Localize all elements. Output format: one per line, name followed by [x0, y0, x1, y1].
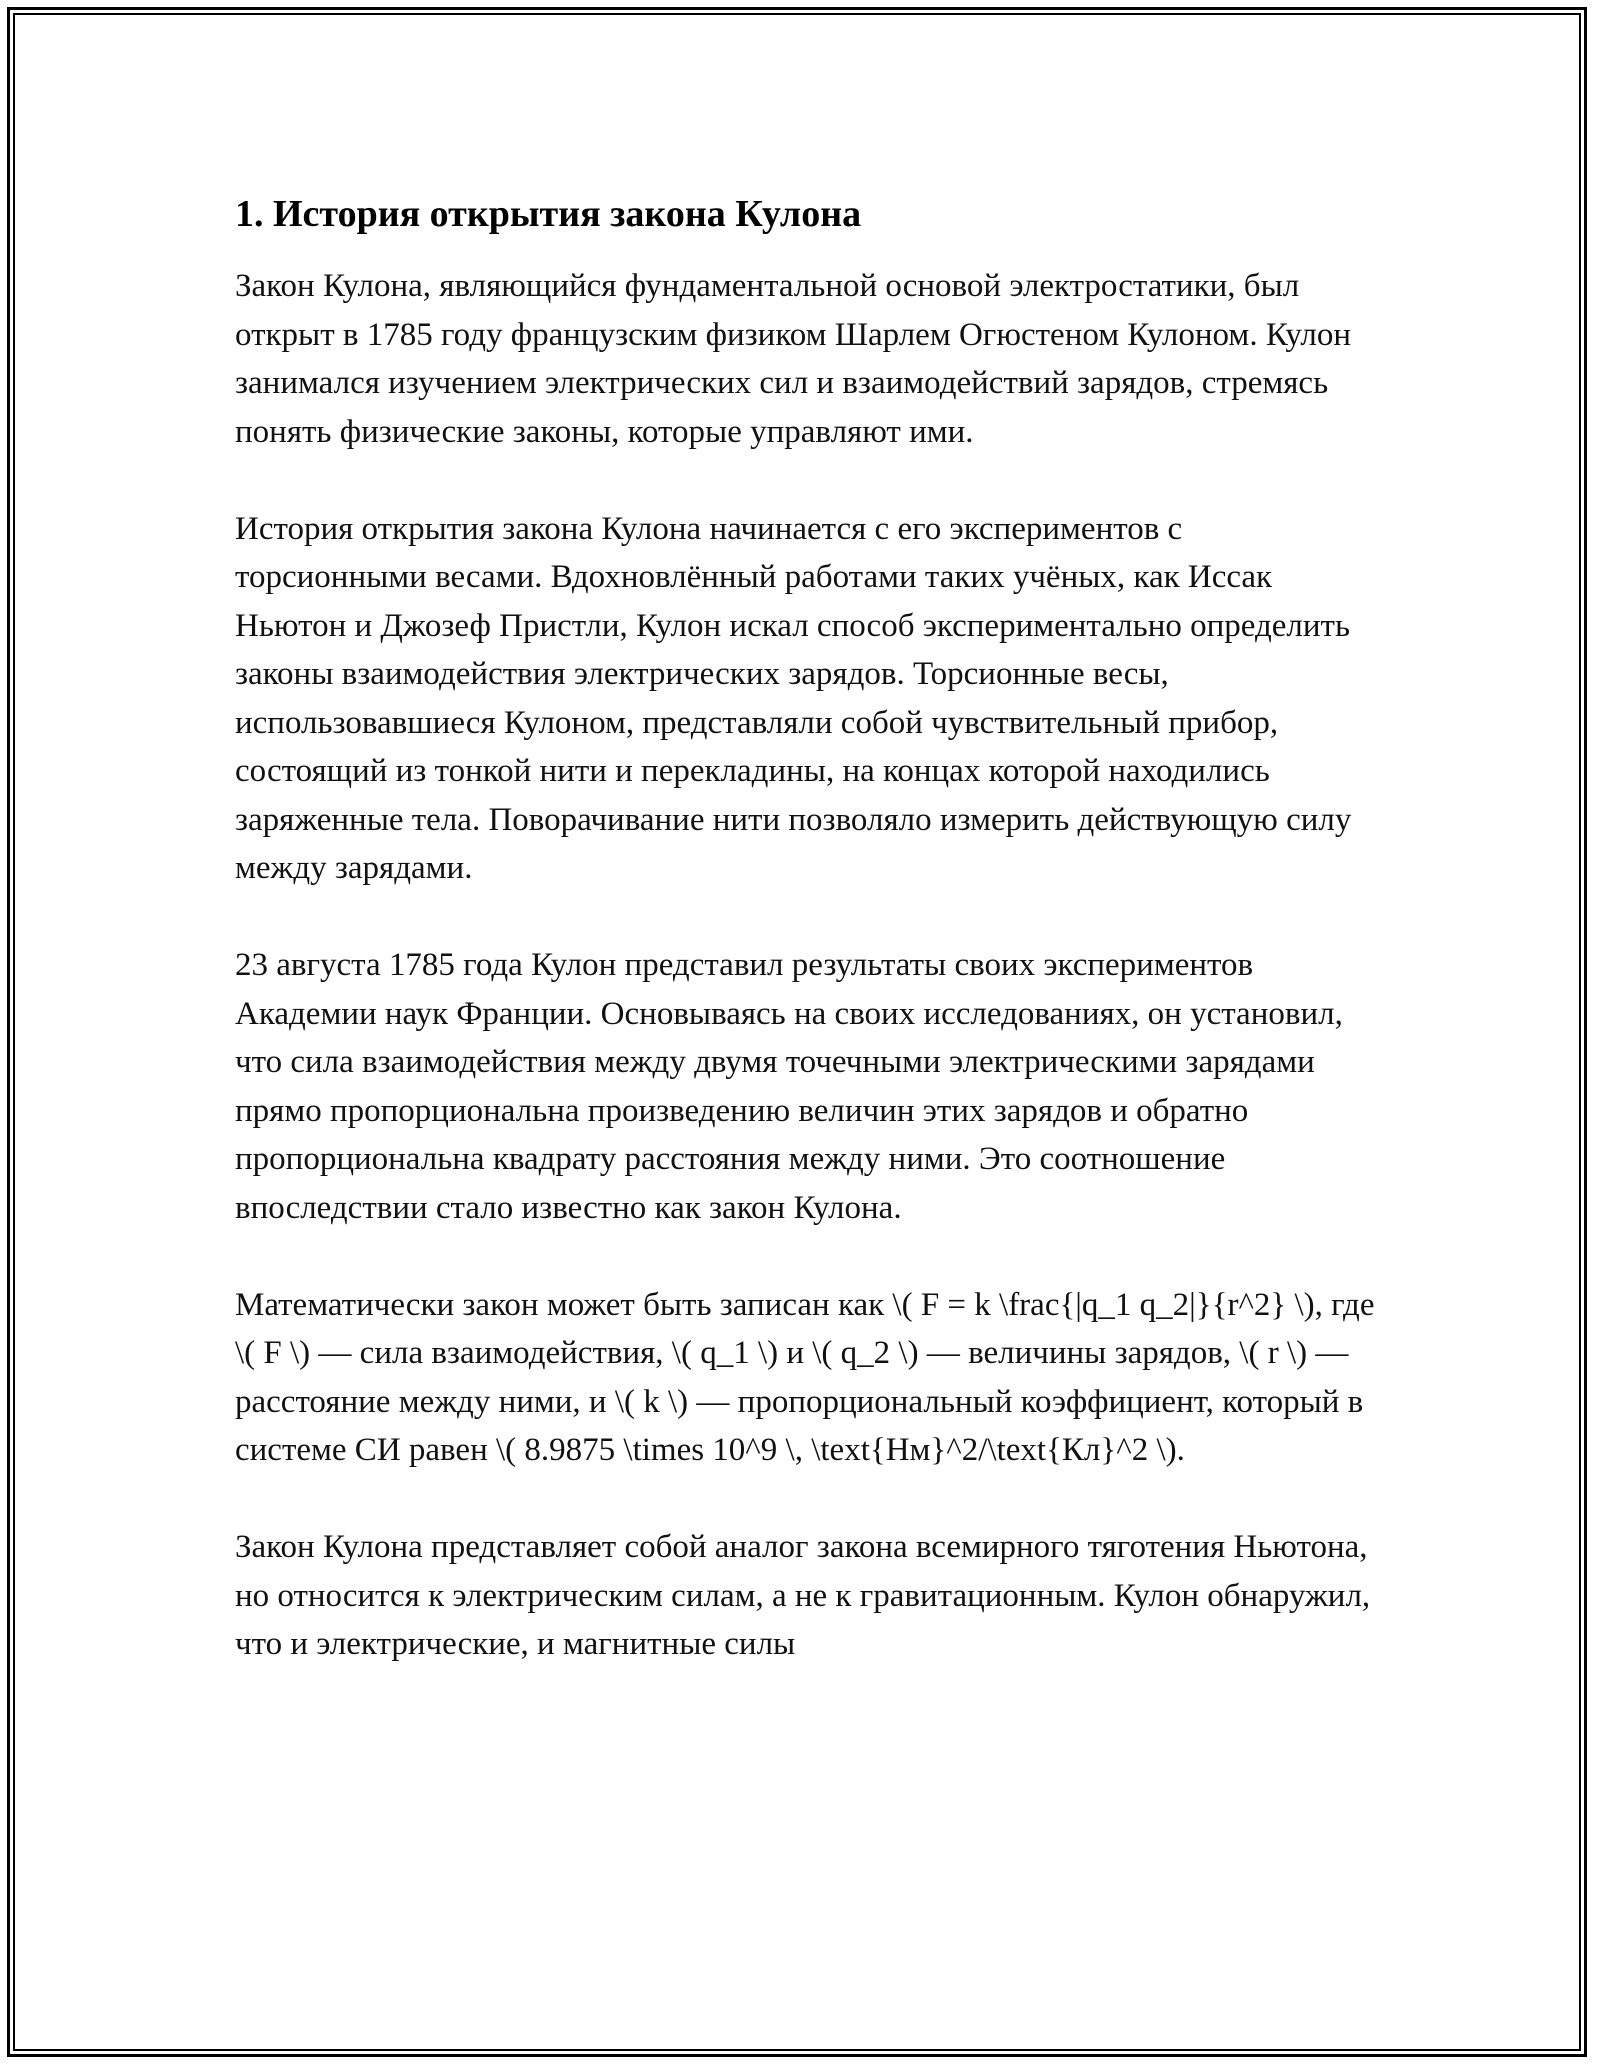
paragraph-2: История открытия закона Кулона начинается с его экспериментов с торсионными весами. Вдохновлённый работами таких учёных, как Иссак Ньютон и Джозеф Пристли, Кулон искал способ экспериментально определить законы взаимодействия электрических зарядов. Торсионные весы, использовавшиеся Кулоном, представляли собой чувствительный прибор, состоящий из тонкой нити и перекладины, на концах которой находились заряженные тела. Поворачивание нити позволяло измерить действующую силу между зарядами.: [235, 510, 1352, 886]
paragraph-1: Закон Кулона, являющийся фундаментальной основой электростатики, был открыт в 1785 году французским физиком Шарлем Огюстеном Кулоном. Кулон занимался изучением электрических сил и взаимодействий зарядов, стремясь понять физические законы, которые управляют ими.: [235, 268, 1352, 450]
paragraph-5: Закон Кулона представляет собой аналог закона всемирного тяготения Ньютона, но относится к электрическим силам, а не к гравитационным. Кулон обнаружил, что и электрические, и магнитные силы: [235, 1529, 1371, 1662]
paragraph-3: 23 августа 1785 года Кулон представил результаты своих экспериментов Академии наук Франции. Основываясь на своих исследованиях, он установил, что сила взаимодействия между двумя точечными электрическими зарядами прямо пропорциональна произведению величин этих зарядов и обратно пропорциональна квадрату расстояния между ними. Это соотношение впоследствии стало известно как закон Кулона.: [235, 947, 1343, 1226]
document-body: [235, 190, 1375, 1669]
section-heading: 1. История открытия закона Кулона: [235, 193, 862, 235]
paragraph-4: Математически закон может быть записан как \( F = k \frac{|q_1 q_2|}{r^2} \), где \( F \) — сила взаимодействия, \( q_1 \) и \( q_2 \) — величины зарядов, \( r \) — расстояние между ними, и \( k \) — пропорциональный коэффициент, который в системе СИ равен \( 8.9875 \times 10^9 \, \text{Нм}^2/\text{Кл}^2 \).: [235, 1286, 1375, 1468]
